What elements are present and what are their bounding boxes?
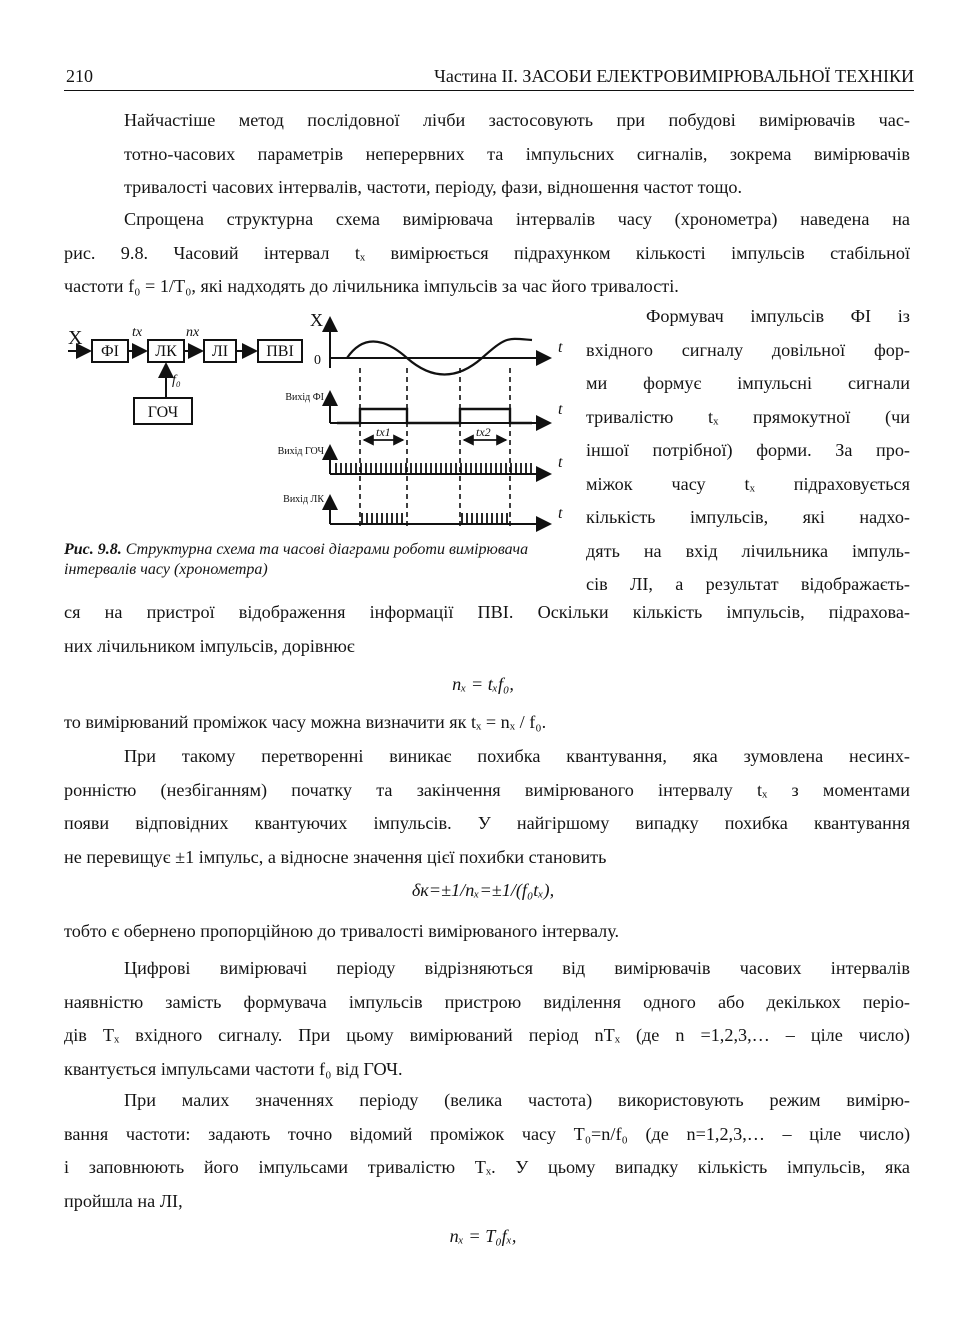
caption-text: Структурна схема та часові діаграми роботи вимірювача інтервалів часу (хронометра) bbox=[64, 541, 529, 578]
block-pvi-label: ПВІ bbox=[266, 343, 294, 360]
label-tx: tx bbox=[132, 325, 143, 340]
block-goch-label: ГОЧ bbox=[147, 404, 179, 421]
paragraph-3-continued: ся на пристрої відображення інформації ПВІ. Оскільки кількість імпульсів, підрахова- них лічильником імпульсів, дорівнює bbox=[64, 602, 910, 656]
figure-diagram bbox=[62, 306, 582, 538]
label-x-input: X bbox=[68, 327, 83, 349]
row-label-goch: Вихід ГОЧ bbox=[277, 446, 324, 457]
axis-t-3: t bbox=[558, 454, 563, 471]
page-header bbox=[64, 62, 914, 91]
axis-t-1: t bbox=[558, 339, 563, 356]
caption-label: Рис. 9.8. bbox=[64, 541, 122, 558]
block-lk-label: ЛК bbox=[155, 343, 177, 360]
paragraph-6: тобто є обернено пропорційною до тривалості вимірюваного інтервалу. bbox=[64, 921, 620, 941]
paragraph-1: Найчастіше метод послідовної лічби застосовують при побудові вимірювачів час- тотно-часових параметрів неперервних та імпульсних сигналів, зокрема вимірювачів тривалості часових інтервалів, частоти, періоду, фази, відношення частот тощо. bbox=[124, 110, 910, 197]
figure-9-8 bbox=[62, 306, 582, 538]
formula-3: nₓ = T₀fₓ, bbox=[449, 1226, 517, 1246]
wrap-paragraph: Формувач імпульсів ФІ із вхідного сигналу довільної фор- ми формує імпульсні сигнали тривалістю tₓ прямокутної (чи іншої потрібної) форми. За про- міжок часу tₓ підраховується кількість імпульсів, які надхо- дять на вхід лічильника імпуль- сів ЛІ, а результат відображаєть- bbox=[586, 306, 910, 594]
page-number: 210 bbox=[66, 66, 93, 86]
paragraph-2: Спрощена структурна схема вимірювача інтервалів часу (хронометра) наведена на рис. 9.8. Часовий інтервал tₓ вимірюється підрахунком кількості імпульсів стабільної частоти f₀ = 1/T₀, які надходять до лічильника імпульсів за час його тривалості. bbox=[64, 209, 910, 296]
label-tx1: tx1 bbox=[376, 425, 391, 439]
formula-1: nₓ = tₓf₀, bbox=[452, 674, 514, 694]
paragraph-4: то вимірюваний проміжок часу можна визначити як tₓ = nₓ / f₀. bbox=[64, 712, 547, 732]
label-tx2: tx2 bbox=[476, 425, 491, 439]
label-nx: nx bbox=[186, 325, 200, 340]
block-fi-label: ФІ bbox=[101, 343, 119, 360]
row-label-lk: Вихід ЛК bbox=[283, 494, 324, 505]
axis-y-label: X bbox=[310, 310, 323, 330]
paragraph-8: При малих значеннях періоду (велика частота) використовують режим вимірю- вання частоти: задають точно відомий проміжок часу T₀=n/f₀ (де n=1,2,3,… – ціле число) і заповнюють його імпульсами тривалістю Tₓ. У цьому випадку кількість імпульсів, яка пройшла на ЛІ, bbox=[64, 1090, 910, 1211]
row-label-fi: Вихід ФІ bbox=[285, 392, 324, 403]
axis-zero: 0 bbox=[314, 353, 321, 368]
block-li-label: ЛІ bbox=[211, 343, 229, 360]
paragraph-7: Цифрові вимірювачі періоду відрізняються від вимірювачів часових інтервалів наявністю замість формувача імпульсів пристрою виділення одного або декількох періо- дів Tₓ вхідного сигналу. При цьому вимірюваний період nTₓ (де n =1,2,3,… – ціле число) квантується імпульсами частоти f₀ від ГОЧ. bbox=[64, 958, 910, 1079]
axis-t-4: t bbox=[558, 505, 563, 522]
running-title: Частина ІІ. ЗАСОБИ ЕЛЕКТРОВИМІРЮВАЛЬНОЇ ТЕХНІКИ bbox=[434, 66, 914, 86]
figure-caption bbox=[64, 540, 584, 580]
label-f0: f₀ bbox=[172, 373, 181, 388]
paragraph-5: При такому перетворенні виникає похибка квантування, яка зумовлена несинх- ронністю (незбіганням) початку та закінчення вимірюваного інтервалу tₓ з моментами появи відповідних квантуючих імпульсів. У найгіршому випадку похибка квантування не перевищує ±1 імпульс, а відносне значення цієї похибки становить bbox=[64, 746, 910, 867]
formula-2: δк=±1/nₓ=±1/(f₀tₓ), bbox=[411, 880, 555, 900]
axis-t-2: t bbox=[558, 401, 563, 418]
